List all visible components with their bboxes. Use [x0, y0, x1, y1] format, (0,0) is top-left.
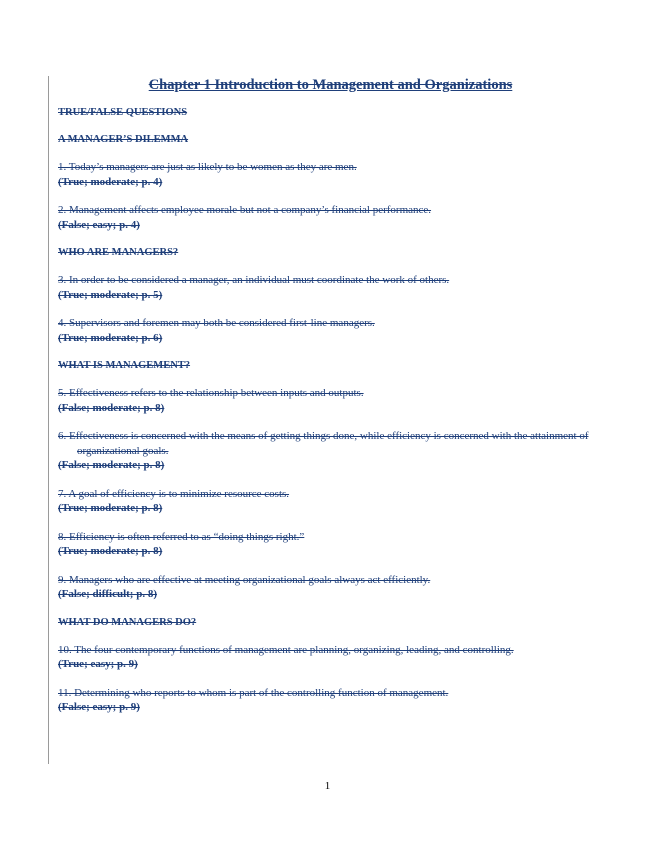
question-text: 10. The four contemporary functions of management are planning, organizing, leading, and controlling.: [58, 643, 514, 656]
answer-key: (True; moderate; p. 5): [58, 288, 163, 301]
section-heading: WHO ARE MANAGERS?: [58, 247, 179, 258]
question-text: 1. Today’s managers are just as likely to be women as they are men.: [58, 161, 357, 173]
question-text: 7. A goal of efficiency is to minimize resource costs.: [58, 487, 290, 500]
question-text: 8. Efficiency is often referred to as “doing things right.”: [58, 530, 305, 543]
answer-key: (True; moderate; p. 8): [58, 502, 163, 514]
question-text: 6. Effectiveness is concerned with the means of getting things done, while efficiency is concerned with the attainment of organizational goals.: [58, 430, 589, 457]
section-heading: WHAT IS MANAGEMENT?: [58, 360, 191, 371]
answer-key: (True; moderate; p. 8): [58, 545, 163, 557]
answer-key: (True; moderate; p. 4): [58, 175, 163, 188]
question-item: [58, 686, 603, 715]
question-item: [58, 573, 603, 602]
question-text: 5. Effectiveness refers to the relationship between inputs and outputs.: [58, 387, 364, 399]
answer-key: (False; moderate; p. 8): [58, 401, 165, 414]
question-item: [58, 316, 603, 345]
page-number: 1: [324, 780, 331, 792]
question-item: [58, 273, 603, 302]
section-heading: WHAT DO MANAGERS DO?: [58, 616, 197, 628]
answer-key: (False; easy; p. 9): [58, 701, 140, 713]
revision-change-bar: [48, 76, 49, 764]
question-text: 2. Management affects employee morale but not a company’s financial performance.: [58, 204, 432, 216]
answer-key: (True; easy; p. 9): [58, 658, 138, 670]
question-item: [58, 160, 603, 189]
question-item: [58, 203, 603, 232]
answer-key: (False; moderate; p. 8): [58, 459, 165, 471]
section-heading: TRUE/FALSE QUESTIONS: [58, 107, 188, 118]
question-item: [58, 487, 603, 516]
question-item: [58, 530, 603, 559]
question-item: [58, 429, 603, 473]
answer-key: (True; moderate; p. 6): [58, 331, 163, 344]
chapter-title: Chapter 1 Introduction to Management and Organizations: [148, 77, 513, 93]
section-heading: A MANAGER’S DILEMMA: [58, 134, 189, 145]
question-sections: [58, 106, 603, 715]
answer-key: (False; difficult; p. 8): [58, 588, 157, 600]
question-text: 9. Managers who are effective at meeting organizational goals always act efficiently.: [58, 573, 431, 586]
answer-key: (False; easy; p. 4): [58, 218, 140, 231]
question-item: [58, 643, 603, 672]
question-text: 3. In order to be considered a manager, an individual must coordinate the work of others.: [58, 274, 450, 286]
question-text: 11. Determining who reports to whom is part of the controlling function of management.: [58, 686, 449, 699]
question-text: 4. Supervisors and foremen may both be considered first-line managers.: [58, 317, 375, 329]
document-body: [58, 76, 603, 729]
question-item: [58, 386, 603, 415]
